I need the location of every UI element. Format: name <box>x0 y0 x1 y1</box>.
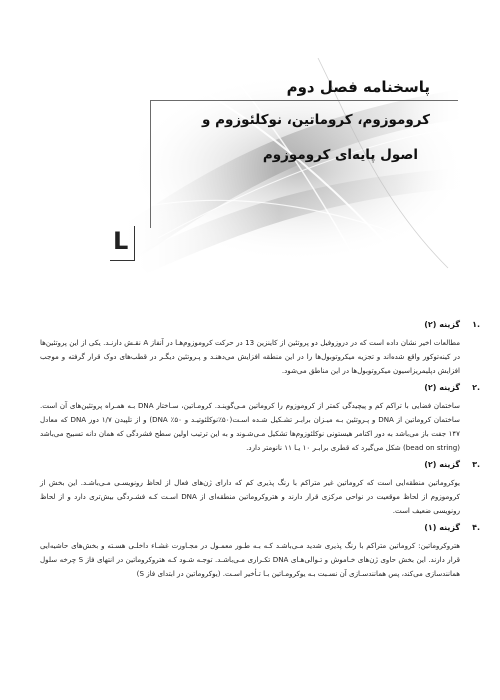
chapter-answer-title: پاسخنامه فصل دوم <box>286 78 430 96</box>
chapter-subtitle-line1: کروموزوم، کروماتین، نوکلئوزوم و <box>202 112 430 128</box>
answer-explanation: مطالعات اخیر نشان داده است که در دروزوفیل دو پروتئین از کاینزین 13 در حرکت کروموزوم‌هـا در آنفاز A نقـش دارنـد. یکی از این پروتئین‌ها در کینه‌توکور واقع شده‌اند و تجزیه میکروتوبول‌ها را در این منطقه افزایش می‌دهنـد و پـروتئین دیگـر در قطب‌های دوک قرار گرفته و موجب افزایش دپلیمریزاسیون میکروتوبول‌ها در این مناطق می‌شود. <box>40 338 461 375</box>
answer-explanation: یوکروماتین منطقه‌ایی است که کروماتین غیر متراکم با رنگ پذیری کم که دارای ژن‌های فعال از لحاظ رونویسـی مـی‌باشـد. این بخش از کروموزوم از لحاظ موقعیت در نواحی مرکزی قرار دارند و هتروکروماتین منطقه‌ای از DNA اسـت کـه فشـردگی بیش‌تری دارد و از لحاظ رونویسی ضعیف است. <box>40 478 460 515</box>
answer-number: .۲ <box>472 383 480 392</box>
answer-number: .۳ <box>472 460 480 469</box>
answer-option: گزینه (۱) <box>424 523 460 532</box>
answer-number: .۴ <box>472 523 480 532</box>
chapter-subtitle-line2: اصول پایه‌ای کروموزوم <box>262 147 418 163</box>
answer-list <box>40 318 480 584</box>
answer-item <box>40 318 480 378</box>
answer-option: گزینه (۲) <box>424 320 460 329</box>
answer-number: .۱ <box>472 320 480 329</box>
answer-item <box>40 381 480 455</box>
answer-header <box>40 381 480 399</box>
answer-item <box>40 458 480 518</box>
answer-item <box>40 521 480 581</box>
answer-header <box>40 458 480 476</box>
chapter-letter: L <box>113 227 129 255</box>
answer-explanation: ساختمان فضایی با تراکم کم و پیچیدگی کمتر از کروموزوم را کروماتین مـی‌گوینـد. کرومـاتین، سـاختار DNA بـه همـراه پروتئین‌های آن است. ساختمان کروماتین از DNA و پـروتئین بـه میـزان برابـر تشـکیل شـده اسـت(۵۰٪نوکلئوتیـد و ۵۰٪ DNA) و از تلپیدن ۱/۷ دور DNA که معادل ۱۴۷ جفت باز می‌باشد به دور اکتامر هیستونی نوکلئوزوم‌ها تشکیل مـی‌شـوند و به این ترتیب اولین سطح فشردگی که همان دانه تسبیح می‌باشد (bead on string) شکل می‌گیرد که قطری برابـر ۱۰ یـا ۱۱ نانومتر دارد. <box>40 401 460 452</box>
answer-option: گزینه (۲) <box>424 460 460 469</box>
answer-option: گزینه (۲) <box>424 383 460 392</box>
answer-header <box>40 318 480 336</box>
answer-explanation: هتروکروماتین: کروماتین متراکم با رنگ پذیری شدید مـی‌باشـد کـه بـه طـور معمـول در مجـاورت غشـاء داخلـی هسـته و بخش‌های حاشیه‌ایی قرار دارند. این بخش حاوی ژن‌های خـاموش و تـوالی‌هـای DNA تکـراری مـی‌باشـد. توجـه شـود کـه هتروکروماتین در انتهای فاز S چرخه سلول همانندسازی می‌کند، پس همانندسـازی آن نسـبت بـه یوکرومـاتین بـا تـأخیر اسـت. (یوکروماتین در ابتدای فاز S) <box>40 541 460 578</box>
banner-left-rule <box>150 100 151 228</box>
answer-header <box>40 521 480 539</box>
banner-top-rule <box>150 100 458 101</box>
